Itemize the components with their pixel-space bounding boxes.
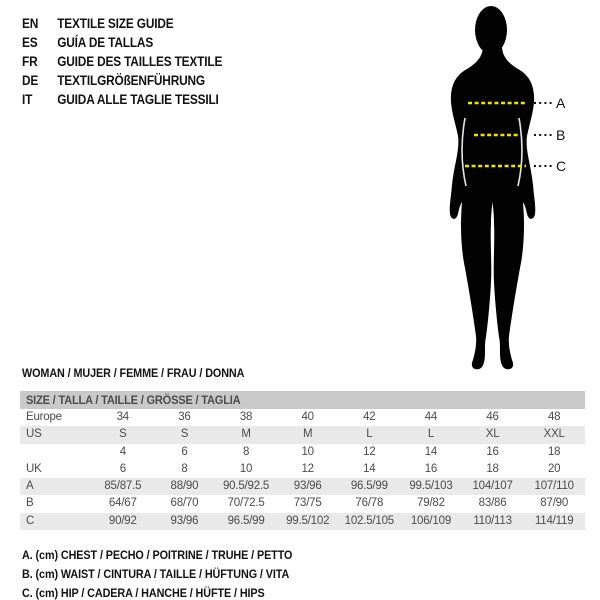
table-cell: 16 — [486, 445, 499, 458]
table-row — [20, 513, 585, 530]
table-cell: 10 — [239, 462, 253, 475]
table-cell: 110/113 — [473, 514, 512, 527]
size-table-header — [20, 391, 585, 409]
language-title: GUÍA DE TALLAS — [57, 35, 154, 50]
table-cell: 88/90 — [170, 480, 199, 493]
table-cell: 83/86 — [478, 497, 507, 510]
table-cell: 4 — [119, 445, 126, 458]
table-row-label: C — [26, 514, 35, 527]
language-code: DE — [22, 73, 39, 88]
language-code: IT — [22, 92, 33, 107]
table-cell: 90.5/92.5 — [222, 480, 270, 493]
table-cell: 42 — [363, 411, 376, 423]
table-cell: 20 — [547, 462, 561, 475]
language-row — [22, 90, 222, 109]
language-code: FR — [22, 54, 38, 69]
table-cell: 64/67 — [108, 497, 137, 510]
table-cell: 99.5/102 — [286, 514, 330, 527]
table-cell: 102.5/105 — [344, 514, 394, 527]
table-row-label — [20, 444, 92, 461]
table-cell: 68/70 — [170, 497, 199, 510]
table-cell: 48 — [547, 411, 561, 423]
measure-label-c: C — [556, 158, 567, 174]
table-row-label: US — [26, 428, 42, 441]
table-row — [20, 426, 585, 443]
table-row — [20, 409, 585, 426]
table-cell: 99.5/103 — [409, 480, 453, 493]
table-cell: XXL — [543, 428, 565, 441]
table-cell: M — [302, 428, 313, 441]
size-table-body — [20, 409, 585, 530]
table-cell: 12 — [363, 445, 376, 458]
table-row-label: B — [26, 497, 34, 510]
legend-row: C. (cm) HIP / CADERA / HANCHE / HÜFTE / HIPS — [22, 586, 265, 600]
table-row-label: A — [26, 480, 34, 493]
table-cell: 36 — [178, 411, 191, 423]
table-cell: 114/119 — [534, 514, 574, 527]
table-cell: 107/110 — [534, 480, 574, 493]
language-row — [22, 14, 222, 33]
table-cell: 70/72.5 — [227, 497, 265, 510]
table-cell: 104/107 — [472, 480, 513, 493]
language-title-list — [22, 14, 222, 109]
table-cell: 96.5/99 — [227, 514, 265, 527]
language-code: ES — [22, 35, 38, 50]
table-cell: 8 — [242, 445, 250, 458]
table-cell: 6 — [119, 462, 126, 475]
table-cell: 10 — [301, 445, 314, 458]
language-title: TEXTILGRÖßENFÜHRUNG — [57, 73, 205, 88]
table-cell: 79/82 — [417, 497, 445, 510]
section-title: WOMAN / MUJER / FEMME / FRAU / DONNA — [22, 366, 245, 380]
woman-silhouette — [450, 6, 536, 369]
table-cell: 46 — [486, 411, 499, 423]
table-cell: S — [119, 428, 127, 441]
table-cell: 90/92 — [108, 514, 137, 527]
table-cell: 44 — [424, 411, 438, 423]
table-cell: 40 — [301, 411, 314, 423]
language-row — [22, 33, 222, 52]
table-cell: 12 — [301, 462, 314, 475]
table-cell: 14 — [363, 462, 376, 475]
table-row-label: Europe — [26, 411, 62, 423]
table-cell: 8 — [181, 462, 188, 475]
table-cell: XL — [485, 428, 500, 441]
table-cell: L — [366, 428, 373, 441]
table-row — [20, 495, 585, 512]
table-cell: 96.5/99 — [350, 480, 388, 493]
table-cell: 6 — [181, 445, 188, 458]
table-cell: 106/109 — [410, 514, 452, 527]
table-cell: 14 — [424, 445, 438, 458]
table-row — [20, 478, 585, 495]
table-cell: 93/96 — [170, 514, 199, 527]
leader-dotted-lines — [534, 103, 554, 166]
table-cell: 85/87.5 — [104, 480, 142, 493]
measurement-legend — [22, 546, 292, 600]
legend-row: A. (cm) CHEST / PECHO / POITRINE / TRUHE / PETTO — [22, 548, 293, 562]
measure-label-b: B — [556, 127, 566, 143]
table-cell: 73/75 — [293, 497, 322, 510]
table-cell: S — [180, 428, 189, 441]
language-title: GUIDA ALLE TAGLIE TESSILI — [57, 92, 219, 107]
size-table — [20, 391, 585, 530]
language-row — [22, 52, 222, 71]
table-cell: 34 — [116, 411, 130, 423]
table-cell: 76/78 — [355, 497, 384, 510]
table-cell: L — [427, 428, 435, 441]
table-cell: 38 — [239, 411, 253, 423]
table-cell: 18 — [547, 445, 561, 458]
legend-row: B. (cm) WAIST / CINTURA / TAILLE / HÜFTUNG / VITA — [22, 567, 290, 581]
size-table-header-label: SIZE / TALLA / TAILLE / GRÖSSE / TAGLIA — [26, 393, 241, 407]
language-row — [22, 71, 222, 90]
language-code: EN — [22, 16, 39, 31]
table-cell: 18 — [486, 462, 499, 475]
table-cell: 87/90 — [540, 497, 569, 510]
language-title: GUIDE DES TAILLES TEXTILE — [57, 54, 223, 69]
table-cell: M — [241, 428, 251, 441]
table-row — [20, 444, 585, 461]
table-row-label: UK — [26, 462, 42, 475]
table-cell: 93/96 — [293, 480, 322, 493]
table-row — [20, 461, 585, 478]
language-title: TEXTILE SIZE GUIDE — [57, 16, 174, 31]
measure-label-a: A — [556, 95, 566, 111]
woman-silhouette-figure — [428, 2, 598, 374]
table-cell: 16 — [424, 462, 438, 475]
